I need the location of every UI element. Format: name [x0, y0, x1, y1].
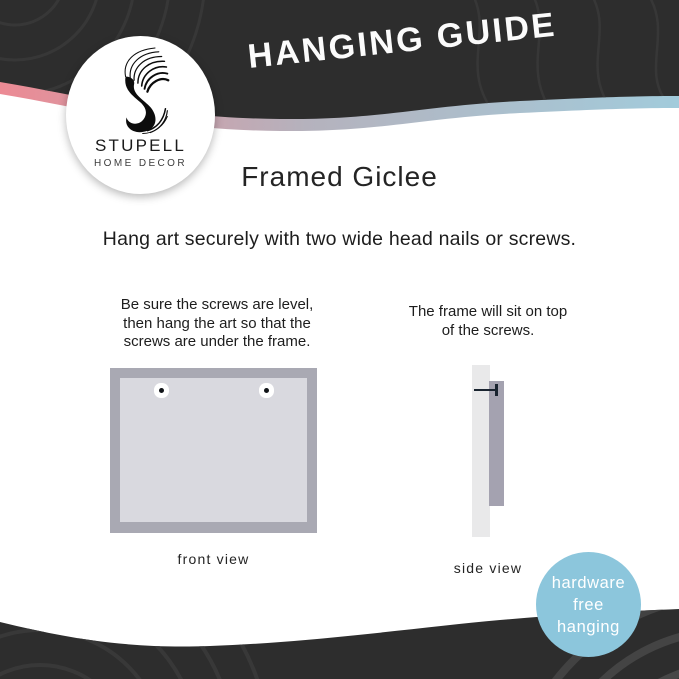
stupell-logo	[66, 36, 215, 194]
screw-head-icon	[264, 388, 269, 393]
frame-mat	[120, 378, 307, 522]
caption-line: The frame will sit on top	[408, 303, 568, 320]
side-view-label: side view	[453, 560, 523, 576]
hardware-free-badge	[536, 552, 641, 657]
badge-line: free	[573, 595, 604, 614]
badge-line: hanging	[557, 617, 620, 636]
logo-tagline-text: HOME DECOR	[94, 158, 187, 169]
badge-line: hardware	[551, 573, 626, 592]
intro-description: Hang art securely with two wide head nails or screws.	[102, 228, 577, 250]
caption-line: screws are under the frame.	[123, 333, 311, 350]
nail-icon	[474, 389, 497, 391]
front-view-frame-diagram	[110, 368, 317, 533]
nail-head-icon	[495, 384, 498, 396]
side-view-caption	[398, 303, 578, 340]
page-title: HANGING GUIDE	[245, 5, 559, 76]
front-view-caption	[95, 296, 339, 352]
caption-line: of the screws.	[441, 321, 535, 339]
section-heading: Framed Giclee	[241, 161, 438, 192]
screw-head-icon	[159, 388, 164, 393]
caption-line: Be sure the screws are level,	[120, 296, 314, 313]
front-view-label: front view	[177, 551, 250, 567]
logo-brand-text: STUPELL	[95, 136, 186, 155]
stupell-s-swoosh-icon	[66, 45, 215, 137]
caption-line: then hang the art so that the	[123, 314, 311, 332]
side-view-frame	[489, 381, 504, 506]
